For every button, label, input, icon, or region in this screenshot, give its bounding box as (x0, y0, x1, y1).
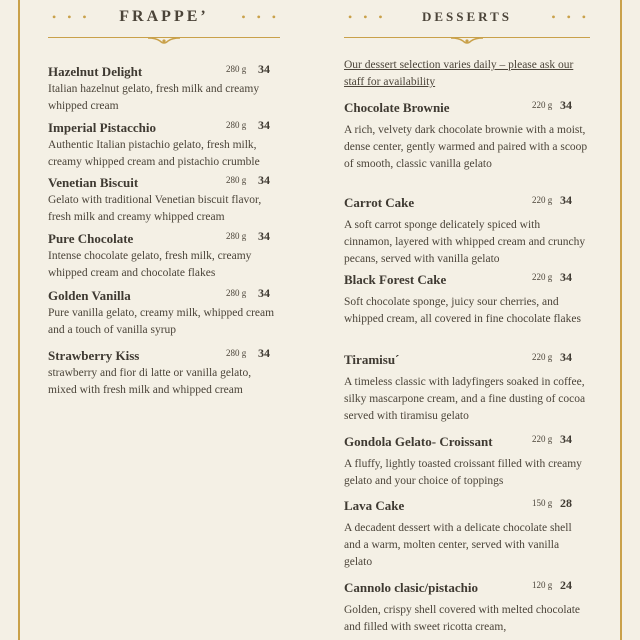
item-description: Golden, crispy shell covered with melted chocolate and filled with sweet ricotta cream, (344, 604, 580, 633)
menu-item (48, 347, 280, 399)
item-weight: 280 g (226, 231, 247, 241)
ornament-dots: • • • (241, 10, 280, 24)
ornament-dots: • • • (348, 10, 387, 24)
item-description: Gelato with traditional Venetian biscuit flavor, fresh milk and creamy whipped cream (48, 194, 262, 223)
menu-item (48, 119, 280, 171)
item-price: 34 (258, 62, 270, 76)
menu-item (344, 99, 590, 173)
section-divider (344, 36, 590, 48)
item-weight: 220 g (532, 195, 553, 205)
item-price: 34 (560, 193, 572, 207)
menu-item (48, 63, 280, 115)
menu-item (48, 230, 280, 282)
item-description: strawberry and fior di latte or vanilla gelato, mixed with fresh milk and whipped cream (48, 367, 252, 396)
frappe-header (48, 6, 280, 34)
item-price: 34 (560, 98, 572, 112)
item-price: 34 (560, 432, 572, 446)
section-divider (48, 36, 280, 48)
item-weight: 280 g (226, 175, 247, 185)
item-description: A soft carrot sponge delicately spiced with cinnamon, layered with whipped cream and crunchy pecans, served with vanilla gelato (344, 219, 586, 265)
availability-notice: Our dessert selection varies daily – please ask our staff for availability (344, 59, 574, 88)
item-description: Intense chocolate gelato, fresh milk, creamy whipped cream and chocolate flakes (48, 250, 252, 279)
ornament-dots: • • • (551, 10, 590, 24)
item-name: Cannolo clasic/pistachio (344, 580, 478, 595)
frame-border-left (18, 0, 20, 640)
item-weight: 150 g (532, 498, 553, 508)
item-price: 24 (560, 578, 572, 592)
item-name: Carrot Cake (344, 195, 415, 210)
menu-item (344, 194, 590, 268)
item-weight: 280 g (226, 64, 247, 74)
flourish-ornament-icon (450, 36, 484, 46)
item-weight: 120 g (532, 580, 553, 590)
menu-item (48, 287, 280, 339)
item-price: 34 (258, 173, 270, 187)
item-description: A rich, velvety dark chocolate brownie with a moist, dense center, gently warmed and paired with a scoop of smooth, classic vanilla gelato (344, 124, 588, 170)
item-weight: 280 g (226, 288, 247, 298)
item-price: 28 (560, 496, 572, 510)
item-price: 34 (560, 350, 572, 364)
frappe-section (48, 0, 280, 396)
item-description: Italian hazelnut gelato, fresh milk and creamy whipped cream (48, 83, 260, 112)
item-description: Pure vanilla gelato, creamy milk, whipped cream and a touch of vanilla syrup (48, 307, 275, 336)
item-price: 34 (258, 346, 270, 360)
menu-item (344, 351, 590, 425)
item-weight: 280 g (226, 120, 247, 130)
item-weight: 280 g (226, 348, 247, 358)
item-price: 34 (560, 270, 572, 284)
menu-item (344, 433, 590, 490)
frame-border-right (620, 0, 622, 640)
item-name: Black Forest Cake (344, 272, 447, 287)
desserts-header (344, 6, 590, 34)
item-price: 34 (258, 118, 270, 132)
item-name: Tiramisu´ (344, 352, 400, 367)
flourish-ornament-icon (147, 36, 181, 46)
item-weight: 220 g (532, 352, 553, 362)
menu-item (48, 174, 280, 226)
ornament-dots: • • • (52, 10, 91, 24)
item-name: Hazelnut Delight (48, 64, 143, 79)
desserts-section (344, 0, 590, 633)
item-name: Pure Chocolate (48, 231, 134, 246)
menu-item (344, 497, 590, 571)
item-price: 34 (258, 229, 270, 243)
item-name: Chocolate Brownie (344, 100, 450, 115)
menu-item (344, 579, 590, 636)
item-weight: 220 g (532, 434, 553, 444)
item-weight: 220 g (532, 272, 553, 282)
item-name: Lava Cake (344, 498, 405, 513)
item-name: Strawberry Kiss (48, 348, 140, 363)
item-description: A fluffy, lightly toasted croissant filled with creamy gelato and your choice of toppings (344, 458, 582, 487)
item-price: 34 (258, 286, 270, 300)
item-description: A decadent dessert with a delicate chocolate shell and a warm, molten center, served with vanilla gelato (344, 522, 572, 568)
item-name: Golden Vanilla (48, 288, 131, 303)
frappe-title: FRAPPE’ (119, 8, 209, 25)
item-name: Gondola Gelato- Croissant (344, 434, 493, 449)
menu-item (344, 271, 590, 328)
item-description: Soft chocolate sponge, juicy sour cherries, and whipped cream, all covered in fine chocolate flakes (344, 296, 581, 325)
item-description: A timeless classic with ladyfingers soaked in coffee, silky mascarpone cream, and a fine dusting of cocoa served with tiramisu gelato (344, 376, 586, 422)
item-weight: 220 g (532, 100, 553, 110)
item-description: Authentic Italian pistachio gelato, fresh milk, creamy whipped cream and pistachio crumble (48, 139, 260, 168)
desserts-title: DESSERTS (421, 9, 513, 24)
item-name: Venetian Biscuit (48, 175, 139, 190)
item-name: Imperial Pistacchio (48, 120, 156, 135)
